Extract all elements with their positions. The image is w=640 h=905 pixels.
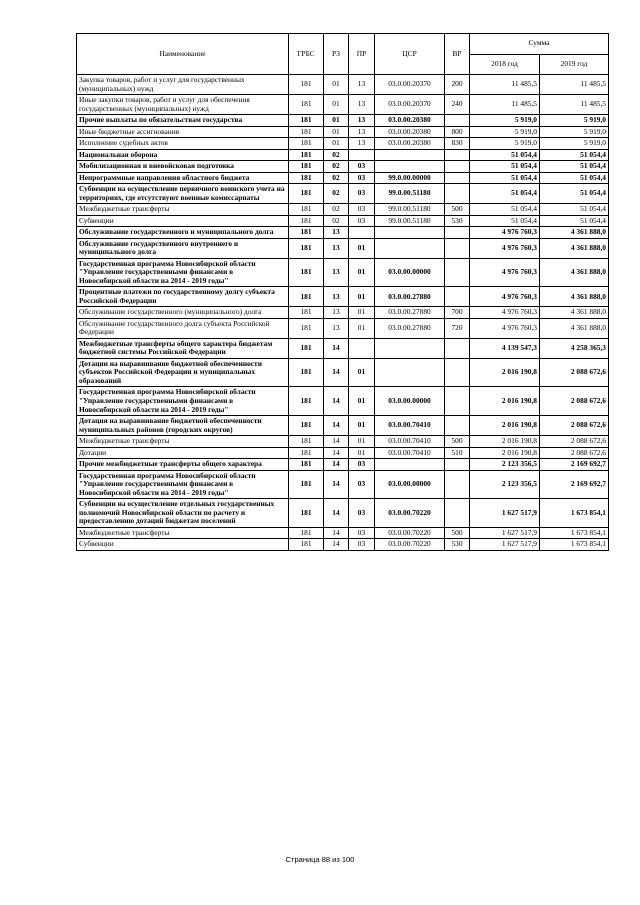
name-cell: Мобилизационная и вневойсковая подготовка <box>77 161 289 173</box>
pr-cell: 13 <box>349 138 375 150</box>
csr-cell: 99.0.00.00000 <box>375 172 445 184</box>
rz-cell: 02 <box>324 149 349 161</box>
header-year-2019: 2019 год <box>540 54 609 75</box>
vr-cell <box>445 416 470 436</box>
sum-2018-cell: 5 919,0 <box>470 138 540 150</box>
vr-cell <box>445 387 470 416</box>
pr-cell: 03 <box>349 215 375 227</box>
sum-2019-cell: 51 054,4 <box>540 161 609 173</box>
sum-2018-cell: 11 485,5 <box>470 95 540 115</box>
vr-cell <box>445 470 470 499</box>
name-cell: Субвенции на осуществление первичного воинского учета на территориях, где отсутствуют военные комиссариаты <box>77 184 289 204</box>
vr-cell: 700 <box>445 307 470 319</box>
vr-cell <box>445 184 470 204</box>
sum-2019-cell: 2 088 672,6 <box>540 416 609 436</box>
pr-cell: 01 <box>349 238 375 258</box>
vr-cell: 830 <box>445 138 470 150</box>
sum-2019-cell: 4 361 888,0 <box>540 258 609 287</box>
sum-2018-cell: 51 054,4 <box>470 161 540 173</box>
sum-2019-cell: 51 054,4 <box>540 149 609 161</box>
name-cell: Дотации на выравнивание бюджетной обеспеченности субъектов Российской Федерации и муниципальных образований <box>77 358 289 387</box>
name-cell: Процентные платежи по государственному долгу субъекта Российской Федерации <box>77 287 289 307</box>
sum-2018-cell: 2 016 190,8 <box>470 358 540 387</box>
pr-cell <box>349 149 375 161</box>
rz-cell: 02 <box>324 204 349 216</box>
grbs-cell: 181 <box>289 184 324 204</box>
csr-cell <box>375 227 445 239</box>
rz-cell: 14 <box>324 387 349 416</box>
vr-cell: 720 <box>445 318 470 338</box>
pr-cell: 03 <box>349 204 375 216</box>
sum-2019-cell: 1 673 854,1 <box>540 539 609 551</box>
table-row <box>77 138 609 150</box>
rz-cell: 13 <box>324 287 349 307</box>
vr-cell <box>445 172 470 184</box>
table-row <box>77 416 609 436</box>
rz-cell: 14 <box>324 527 349 539</box>
name-cell: Дотации <box>77 447 289 459</box>
name-cell: Государственная программа Новосибирской области "Управление государственными финансами в Новосибирской области на 2014 - 2019 годы" <box>77 387 289 416</box>
sum-2019-cell: 2 088 672,6 <box>540 387 609 416</box>
name-cell: Субвенции <box>77 215 289 227</box>
sum-2019-cell: 4 361 888,0 <box>540 318 609 338</box>
table-row <box>77 499 609 528</box>
table-row <box>77 387 609 416</box>
table-row <box>77 184 609 204</box>
csr-cell: 03.0.00.20370 <box>375 75 445 95</box>
budget-table <box>76 33 609 551</box>
rz-cell: 13 <box>324 227 349 239</box>
rz-cell: 02 <box>324 184 349 204</box>
csr-cell: 03.0.00.00000 <box>375 258 445 287</box>
grbs-cell: 181 <box>289 95 324 115</box>
rz-cell: 13 <box>324 238 349 258</box>
pr-cell: 03 <box>349 470 375 499</box>
sum-2018-cell: 5 919,0 <box>470 115 540 127</box>
grbs-cell: 181 <box>289 287 324 307</box>
name-cell: Прочие выплаты по обязательствам государства <box>77 115 289 127</box>
name-cell: Межбюджетные трансферты общего характера бюджетам бюджетной системы Российской Федерации <box>77 338 289 358</box>
table-row <box>77 95 609 115</box>
pr-cell <box>349 338 375 358</box>
grbs-cell: 181 <box>289 75 324 95</box>
pr-cell <box>349 227 375 239</box>
sum-2018-cell: 2 016 190,8 <box>470 387 540 416</box>
csr-cell <box>375 161 445 173</box>
csr-cell: 99.0.00.51180 <box>375 215 445 227</box>
sum-2018-cell: 2 123 356,5 <box>470 459 540 471</box>
table-row <box>77 358 609 387</box>
pr-cell: 01 <box>349 416 375 436</box>
rz-cell: 01 <box>324 115 349 127</box>
vr-cell: 500 <box>445 527 470 539</box>
sum-2019-cell: 2 169 692,7 <box>540 470 609 499</box>
name-cell: Субвенции <box>77 539 289 551</box>
pr-cell: 13 <box>349 95 375 115</box>
pr-cell: 01 <box>349 447 375 459</box>
pr-cell: 03 <box>349 184 375 204</box>
csr-cell <box>375 149 445 161</box>
csr-cell: 03.0.00.27880 <box>375 307 445 319</box>
csr-cell: 03.0.00.20380 <box>375 138 445 150</box>
sum-2019-cell: 2 088 672,6 <box>540 447 609 459</box>
pr-cell: 13 <box>349 126 375 138</box>
sum-2019-cell: 5 919,0 <box>540 138 609 150</box>
vr-cell <box>445 499 470 528</box>
sum-2019-cell: 11 485,5 <box>540 75 609 95</box>
sum-2018-cell: 4 976 760,3 <box>470 287 540 307</box>
table-row <box>77 307 609 319</box>
header-rz: РЗ <box>324 34 349 75</box>
sum-2018-cell: 4 976 760,3 <box>470 258 540 287</box>
name-cell: Межбюджетные трансферты <box>77 527 289 539</box>
rz-cell: 02 <box>324 161 349 173</box>
vr-cell <box>445 287 470 307</box>
sum-2019-cell: 2 088 672,6 <box>540 436 609 448</box>
grbs-cell: 181 <box>289 149 324 161</box>
grbs-cell: 181 <box>289 215 324 227</box>
sum-2019-cell: 4 361 888,0 <box>540 227 609 239</box>
grbs-cell: 181 <box>289 416 324 436</box>
vr-cell <box>445 149 470 161</box>
sum-2019-cell: 2 169 692,7 <box>540 459 609 471</box>
table-row <box>77 318 609 338</box>
name-cell: Межбюджетные трансферты <box>77 436 289 448</box>
vr-cell <box>445 459 470 471</box>
csr-cell: 03.0.00.00000 <box>375 470 445 499</box>
grbs-cell: 181 <box>289 126 324 138</box>
table-row <box>77 115 609 127</box>
rz-cell: 13 <box>324 258 349 287</box>
csr-cell: 03.0.00.70220 <box>375 527 445 539</box>
name-cell: Государственная программа Новосибирской области "Управление государственными финансами в Новосибирской области на 2014 - 2019 годы" <box>77 258 289 287</box>
pr-cell: 03 <box>349 539 375 551</box>
sum-2019-cell: 1 673 854,1 <box>540 527 609 539</box>
table-row <box>77 287 609 307</box>
grbs-cell: 181 <box>289 387 324 416</box>
csr-cell: 03.0.00.00000 <box>375 387 445 416</box>
rz-cell: 14 <box>324 447 349 459</box>
rz-cell: 01 <box>324 138 349 150</box>
pr-cell: 01 <box>349 387 375 416</box>
sum-2019-cell: 1 673 854,1 <box>540 499 609 528</box>
name-cell: Государственная программа Новосибирской области "Управление государственными финансами в Новосибирской области на 2014 - 2019 годы" <box>77 470 289 499</box>
csr-cell <box>375 238 445 258</box>
grbs-cell: 181 <box>289 138 324 150</box>
rz-cell: 02 <box>324 172 349 184</box>
vr-cell <box>445 358 470 387</box>
csr-cell: 03.0.00.70410 <box>375 447 445 459</box>
name-cell: Дотация на выравнивание бюджетной обеспеченности муниципальных районов (городских округов) <box>77 416 289 436</box>
csr-cell: 03.0.00.20370 <box>375 95 445 115</box>
rz-cell: 14 <box>324 436 349 448</box>
header-year-2018: 2018 год <box>470 54 540 75</box>
pr-cell: 01 <box>349 318 375 338</box>
pr-cell: 01 <box>349 258 375 287</box>
csr-cell: 03.0.00.70220 <box>375 539 445 551</box>
table-row <box>77 447 609 459</box>
csr-cell: 03.0.00.27880 <box>375 287 445 307</box>
name-cell: Прочие межбюджетные трансферты общего характера <box>77 459 289 471</box>
csr-cell: 03.0.00.70220 <box>375 499 445 528</box>
sum-2018-cell: 4 976 760,3 <box>470 238 540 258</box>
sum-2018-cell: 1 627 517,9 <box>470 499 540 528</box>
header-csr: ЦСР <box>375 34 445 75</box>
rz-cell: 14 <box>324 416 349 436</box>
table-row <box>77 459 609 471</box>
sum-2019-cell: 5 919,0 <box>540 126 609 138</box>
name-cell: Иные бюджетные ассигнования <box>77 126 289 138</box>
pr-cell: 03 <box>349 161 375 173</box>
sum-2018-cell: 2 016 190,8 <box>470 416 540 436</box>
pr-cell: 03 <box>349 172 375 184</box>
csr-cell: 03.0.00.27880 <box>375 318 445 338</box>
table-row <box>77 75 609 95</box>
csr-cell <box>375 358 445 387</box>
sum-2018-cell: 51 054,4 <box>470 184 540 204</box>
table-row <box>77 539 609 551</box>
csr-cell: 03.0.00.70410 <box>375 436 445 448</box>
sum-2018-cell: 2 016 190,8 <box>470 447 540 459</box>
name-cell: Обслуживание государственного и муниципального долга <box>77 227 289 239</box>
rz-cell: 02 <box>324 215 349 227</box>
name-cell: Обслуживание государственного долга субъекта Российской Федерации <box>77 318 289 338</box>
csr-cell <box>375 459 445 471</box>
pr-cell: 01 <box>349 358 375 387</box>
grbs-cell: 181 <box>289 436 324 448</box>
rz-cell: 14 <box>324 459 349 471</box>
table-row <box>77 227 609 239</box>
grbs-cell: 181 <box>289 358 324 387</box>
name-cell: Субвенции на осуществление отдельных государственных полномочий Новосибирской области по расчету и предоставлению дотаций бюджетам поселений <box>77 499 289 528</box>
vr-cell: 200 <box>445 75 470 95</box>
sum-2018-cell: 4 976 760,3 <box>470 227 540 239</box>
vr-cell: 530 <box>445 539 470 551</box>
vr-cell <box>445 115 470 127</box>
sum-2018-cell: 4 139 547,3 <box>470 338 540 358</box>
pr-cell: 03 <box>349 459 375 471</box>
rz-cell: 13 <box>324 307 349 319</box>
sum-2019-cell: 4 361 888,0 <box>540 307 609 319</box>
header-pr: ПР <box>349 34 375 75</box>
csr-cell: 03.0.00.20380 <box>375 115 445 127</box>
pr-cell: 03 <box>349 527 375 539</box>
sum-2018-cell: 51 054,4 <box>470 204 540 216</box>
sum-2019-cell: 2 088 672,6 <box>540 358 609 387</box>
vr-cell: 500 <box>445 436 470 448</box>
vr-cell <box>445 238 470 258</box>
grbs-cell: 181 <box>289 238 324 258</box>
grbs-cell: 181 <box>289 447 324 459</box>
rz-cell: 13 <box>324 318 349 338</box>
sum-2018-cell: 4 976 760,3 <box>470 318 540 338</box>
name-cell: Закупка товаров, работ и услуг для государственных (муниципальных) нужд <box>77 75 289 95</box>
sum-2019-cell: 4 361 888,0 <box>540 287 609 307</box>
name-cell: Обслуживание государственного внутреннего и муниципального долга <box>77 238 289 258</box>
sum-2018-cell: 1 627 517,9 <box>470 539 540 551</box>
csr-cell: 99.0.00.51180 <box>375 204 445 216</box>
rz-cell: 01 <box>324 75 349 95</box>
sum-2019-cell: 4 258 365,3 <box>540 338 609 358</box>
rz-cell: 01 <box>324 95 349 115</box>
sum-2019-cell: 51 054,4 <box>540 172 609 184</box>
grbs-cell: 181 <box>289 539 324 551</box>
sum-2019-cell: 11 485,5 <box>540 95 609 115</box>
table-row <box>77 436 609 448</box>
sum-2018-cell: 2 016 190,8 <box>470 436 540 448</box>
grbs-cell: 181 <box>289 227 324 239</box>
pr-cell: 01 <box>349 307 375 319</box>
grbs-cell: 181 <box>289 307 324 319</box>
name-cell: Иные закупки товаров, работ и услуг для обеспечения государственных (муниципальных) нужд <box>77 95 289 115</box>
pr-cell: 13 <box>349 115 375 127</box>
csr-cell: 03.0.00.70410 <box>375 416 445 436</box>
name-cell: Межбюджетные трансферты <box>77 204 289 216</box>
vr-cell <box>445 161 470 173</box>
table-row <box>77 149 609 161</box>
rz-cell: 14 <box>324 470 349 499</box>
table-row <box>77 126 609 138</box>
grbs-cell: 181 <box>289 470 324 499</box>
sum-2018-cell: 11 485,5 <box>470 75 540 95</box>
grbs-cell: 181 <box>289 499 324 528</box>
sum-2019-cell: 51 054,4 <box>540 184 609 204</box>
sum-2019-cell: 5 919,0 <box>540 115 609 127</box>
vr-cell: 240 <box>445 95 470 115</box>
csr-cell <box>375 338 445 358</box>
grbs-cell: 181 <box>289 459 324 471</box>
rz-cell: 14 <box>324 338 349 358</box>
sum-2018-cell: 4 976 760,3 <box>470 307 540 319</box>
vr-cell: 800 <box>445 126 470 138</box>
vr-cell <box>445 258 470 287</box>
rz-cell: 14 <box>324 499 349 528</box>
rz-cell: 14 <box>324 358 349 387</box>
name-cell: Национальная оборона <box>77 149 289 161</box>
grbs-cell: 181 <box>289 161 324 173</box>
rz-cell: 14 <box>324 539 349 551</box>
pr-cell: 01 <box>349 287 375 307</box>
table-row <box>77 470 609 499</box>
name-cell: Исполнение судебных актов <box>77 138 289 150</box>
grbs-cell: 181 <box>289 527 324 539</box>
rz-cell: 01 <box>324 126 349 138</box>
page-number: Страница 88 из 100 <box>285 855 355 864</box>
sum-2018-cell: 51 054,4 <box>470 172 540 184</box>
pr-cell: 03 <box>349 499 375 528</box>
table-body <box>77 75 609 551</box>
header-sum: Сумма <box>470 34 609 55</box>
sum-2019-cell: 4 361 888,0 <box>540 238 609 258</box>
table-row <box>77 204 609 216</box>
table-header <box>77 34 609 75</box>
header-name: Наименование <box>77 34 289 75</box>
csr-cell: 99.0.00.51180 <box>375 184 445 204</box>
table-row <box>77 258 609 287</box>
vr-cell: 530 <box>445 215 470 227</box>
vr-cell: 500 <box>445 204 470 216</box>
table-row <box>77 215 609 227</box>
pr-cell: 13 <box>349 75 375 95</box>
table-row <box>77 338 609 358</box>
table-row <box>77 172 609 184</box>
sum-2018-cell: 51 054,4 <box>470 149 540 161</box>
vr-cell <box>445 338 470 358</box>
vr-cell <box>445 227 470 239</box>
sum-2018-cell: 51 054,4 <box>470 215 540 227</box>
name-cell: Непрограммные направления областного бюджета <box>77 172 289 184</box>
sum-2018-cell: 2 123 356,5 <box>470 470 540 499</box>
grbs-cell: 181 <box>289 338 324 358</box>
header-grbs: ГРБС <box>289 34 324 75</box>
name-cell: Обслуживание государственного (муниципального) долга <box>77 307 289 319</box>
sum-2018-cell: 5 919,0 <box>470 126 540 138</box>
table-row <box>77 527 609 539</box>
pr-cell: 01 <box>349 436 375 448</box>
grbs-cell: 181 <box>289 258 324 287</box>
grbs-cell: 181 <box>289 318 324 338</box>
sum-2019-cell: 51 054,4 <box>540 204 609 216</box>
csr-cell: 03.0.00.20380 <box>375 126 445 138</box>
table-row <box>77 238 609 258</box>
grbs-cell: 181 <box>289 115 324 127</box>
header-vr: ВР <box>445 34 470 75</box>
sum-2019-cell: 51 054,4 <box>540 215 609 227</box>
sum-2018-cell: 1 627 517,9 <box>470 527 540 539</box>
grbs-cell: 181 <box>289 172 324 184</box>
table-row <box>77 161 609 173</box>
grbs-cell: 181 <box>289 204 324 216</box>
vr-cell: 510 <box>445 447 470 459</box>
